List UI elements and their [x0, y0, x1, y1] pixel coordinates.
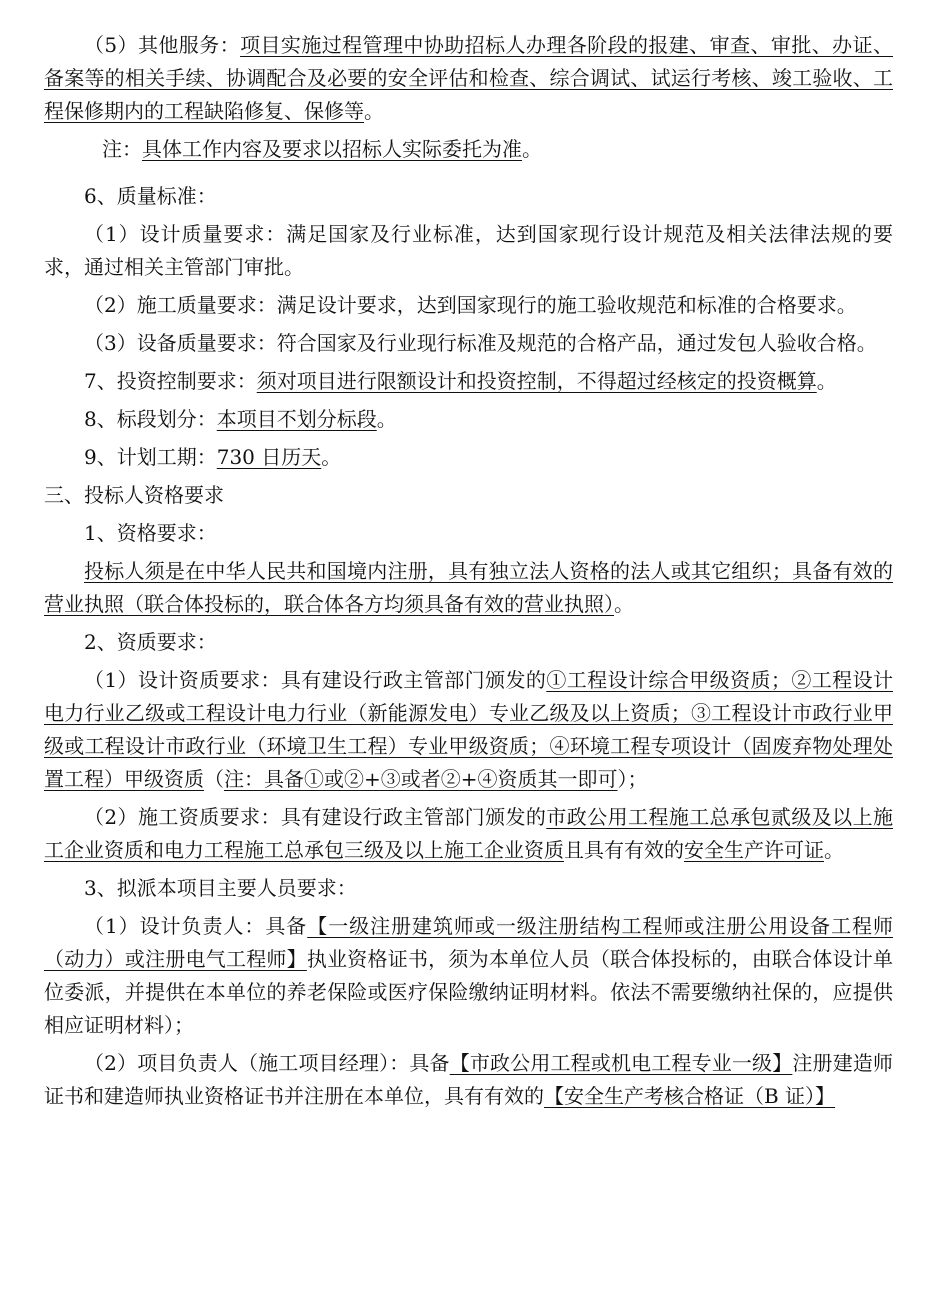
text-span: 9、计划工期：	[84, 445, 217, 469]
text-span: ）；	[617, 767, 648, 791]
text-span: 。	[376, 407, 397, 431]
text-span: 7、投资控制要求：	[84, 369, 257, 393]
paragraph-p14	[44, 664, 893, 796]
text-span: 2、资质要求：	[84, 630, 217, 654]
text-span: （	[204, 767, 224, 791]
underlined-text: 【一级注册建筑师或一级注册结构工程师或注册公用设备工程师（动力）或注册电气工程师】	[44, 914, 894, 971]
underlined-text: 730 日历天	[216, 445, 322, 469]
paragraph-p8	[44, 403, 893, 436]
paragraph-p16	[44, 872, 893, 905]
text-span: 。	[321, 445, 342, 469]
text-span: 。	[364, 99, 384, 123]
paragraph-p7	[44, 365, 893, 398]
underlined-text: 【安全生产考核合格证（B 证）】	[544, 1084, 836, 1108]
underlined-text: 【市政公用工程或机电工程专业一级】	[449, 1051, 793, 1075]
paragraph-p18	[44, 1047, 893, 1113]
paragraph-p12	[44, 555, 893, 621]
paragraph-p1	[44, 29, 893, 128]
text-span: 执业资格证书，须为本单位人员（联合体投标的，由联合体设计单位委派，并提供在本单位的养老保险或医疗保险缴纳证明材料。依法不需要缴纳社保的，应提供相应证明材料）；	[44, 947, 894, 1037]
underlined-text: 具体工作内容及要求以招标人实际委托为准	[142, 137, 522, 161]
text-span: 注册建造师证书和建造师执业资格证书并注册在本单位，具有有效的	[44, 1051, 894, 1108]
text-span: （1）设计质量要求：满足国家及行业标准，达到国家现行设计规范及相关法律法规的要求，通过相关主管部门审批。	[44, 222, 893, 279]
text-span: 8、标段划分：	[84, 407, 217, 431]
text-span: （1）设计负责人：具备	[84, 914, 308, 938]
paragraph-p10	[44, 479, 893, 512]
text-span: 。	[816, 369, 837, 393]
text-span: 注：	[102, 137, 142, 161]
underlined-text: 本项目不划分标段	[216, 407, 377, 431]
text-span: 6、质量标准：	[84, 184, 217, 208]
text-span: （2）项目负责人（施工项目经理）：具备	[84, 1051, 450, 1075]
underlined-text: 安全生产许可证	[684, 838, 824, 862]
text-span: （3）设备质量要求：符合国家及行业现行标准及规范的合格产品，通过发包人验收合格。	[84, 331, 877, 355]
text-span: 3、拟派本项目主要人员要求：	[84, 876, 357, 900]
paragraph-p9	[44, 441, 893, 474]
underlined-text: ①工程设计综合甲级资质；②工程设计电力行业乙级或工程设计电力行业（新能源发电）专业乙级及以上资质；③工程设计市政行业甲级或工程设计市政行业（环境卫生工程）专业甲级资质；④环境工程专项设计（固废弃物处理处置工程）甲级资质	[44, 668, 894, 791]
text-span: （2）施工质量要求：满足设计要求，达到国家现行的施工验收规范和标准的合格要求。	[84, 293, 857, 317]
underlined-text: 市政公用工程施工总承包贰级及以上施工企业资质和电力工程施工总承包三级及以上施工企业资质	[44, 805, 894, 862]
text-span: （1）设计资质要求：具有建设行政主管部门颁发的	[84, 668, 547, 692]
paragraph-p2	[44, 133, 893, 166]
text-span: （5）其他服务：	[84, 33, 241, 57]
text-span: 1、资格要求：	[84, 521, 217, 545]
text-span: 。	[614, 592, 634, 616]
text-span: 三、投标人资格要求	[44, 483, 224, 507]
text-span: （2）施工资质要求：具有建设行政主管部门颁发的	[84, 805, 547, 829]
text-span: 且具有有效的	[564, 838, 684, 862]
paragraph-p3	[44, 180, 893, 213]
paragraph-p17	[44, 910, 893, 1042]
paragraph-p5	[44, 289, 893, 322]
underlined-text: 须对项目进行限额设计和投资控制，不得超过经核定的投资概算	[256, 369, 817, 393]
paragraph-p15	[44, 801, 893, 867]
underlined-text: 投标人须是在中华人民共和国境内注册，具有独立法人资格的法人或其它组织；具备有效的营业执照（联合体投标的，联合体各方均须具备有效的营业执照）	[44, 559, 893, 616]
paragraph-p11	[44, 517, 893, 550]
paragraph-p13	[44, 626, 893, 659]
text-span: 。	[522, 137, 542, 161]
text-span: 。	[824, 838, 844, 862]
paragraph-p6	[44, 327, 893, 360]
underlined-text: 注：具备①或②+③或者②+④资质其一即可	[224, 767, 618, 791]
paragraph-p4	[44, 218, 893, 284]
underlined-text: 项目实施过程管理中协助招标人办理各阶段的报建、审查、审批、办证、备案等的相关手续、协调配合及必要的安全评估和检查、综合调试、试运行考核、竣工验收、工程保修期内的工程缺陷修复、保修等	[44, 33, 893, 123]
